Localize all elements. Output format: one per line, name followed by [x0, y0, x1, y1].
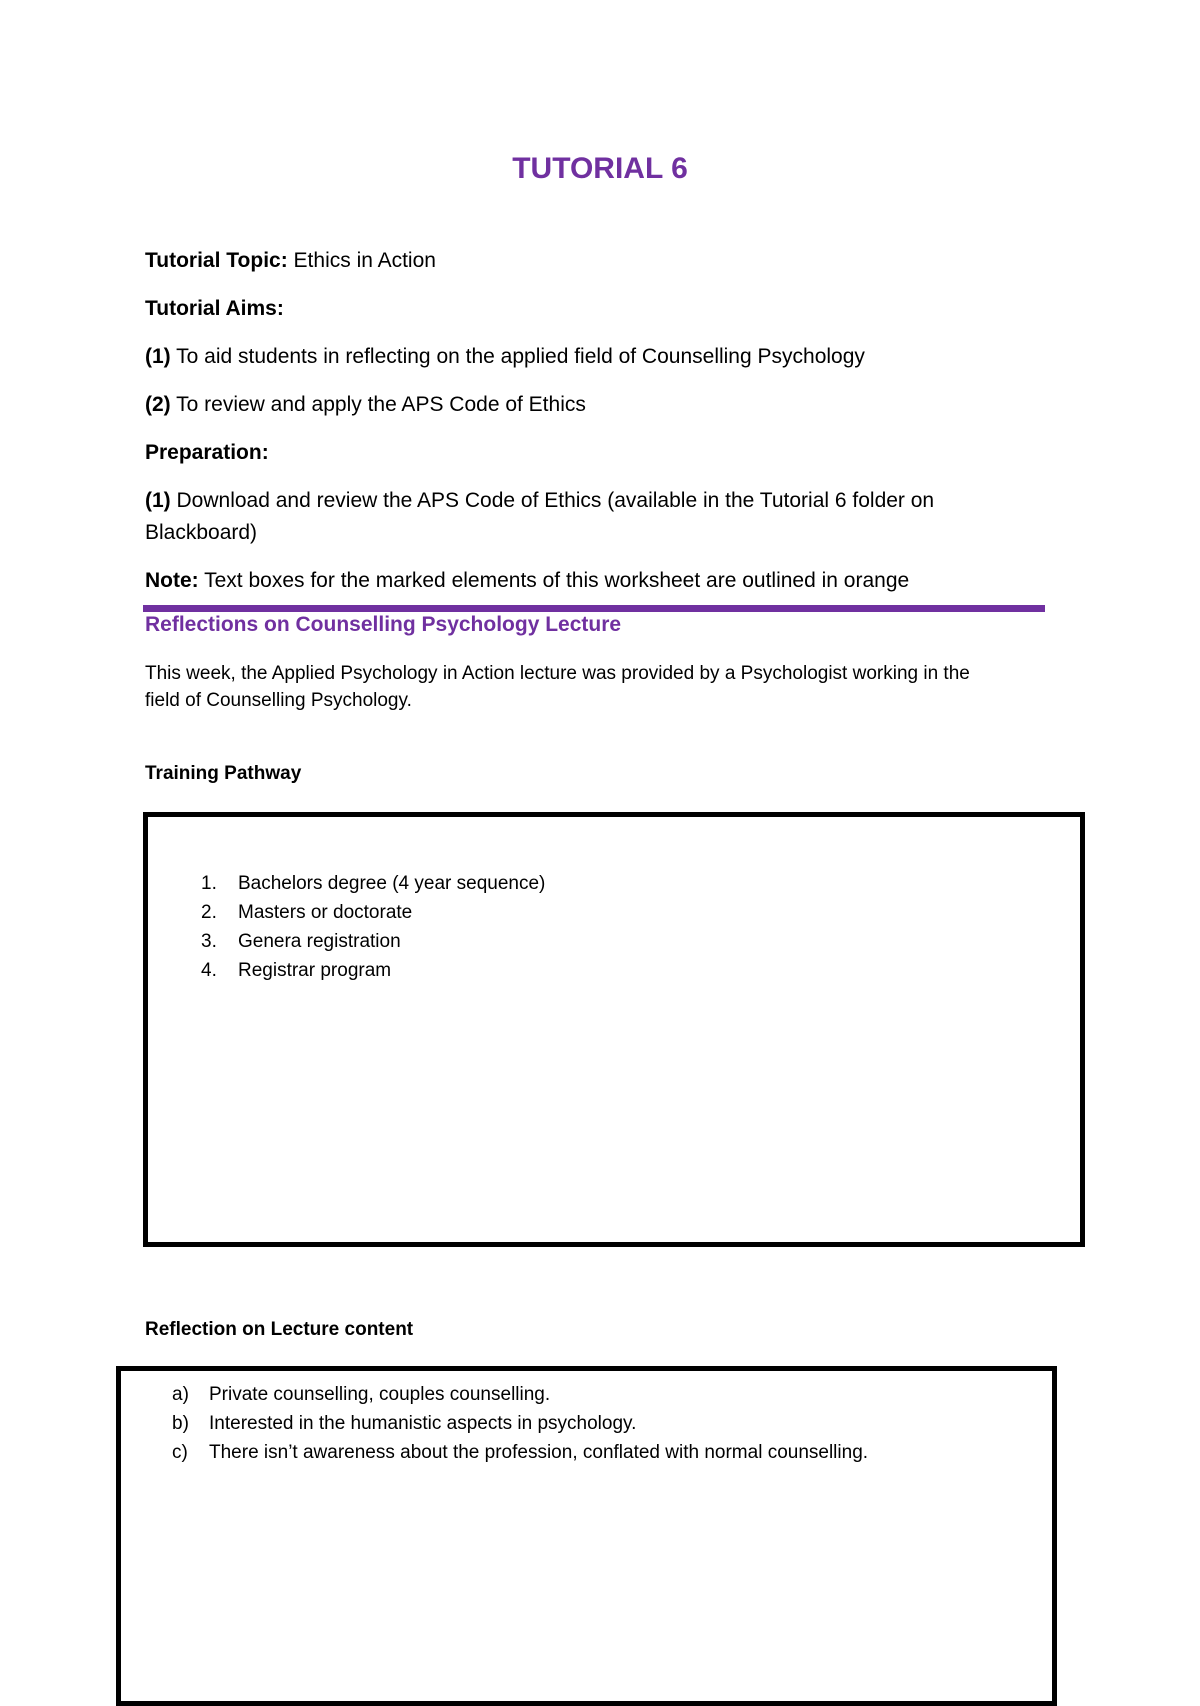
list-item [172, 1380, 868, 1409]
aims-label: Tutorial Aims: [145, 297, 284, 320]
lecture-reflection-list [172, 1380, 868, 1467]
list-item-text: Private counselling, couples counselling. [209, 1384, 551, 1405]
reflections-heading: Reflections on Counselling Psychology Lecture [145, 613, 622, 636]
aim-number: (2) [145, 393, 171, 416]
list-marker: b) [172, 1413, 189, 1434]
aim-item-1 [145, 341, 865, 372]
page-title: TUTORIAL 6 [512, 152, 688, 185]
list-item [201, 898, 545, 927]
list-item [172, 1438, 868, 1467]
tutorial-topic [145, 245, 436, 276]
reflections-intro [145, 660, 1045, 714]
list-item [201, 956, 545, 985]
topic-label: Tutorial Topic: [145, 249, 288, 272]
preparation-number: (1) [145, 489, 171, 512]
list-item-text: Interested in the humanistic aspects in psychology. [209, 1413, 637, 1434]
intro-line-1: This week, the Applied Psychology in Action lecture was provided by a Psychologist working in the [145, 663, 970, 684]
section-divider [143, 605, 1045, 612]
list-item-text: There isn’t awareness about the profession, conflated with normal counselling. [209, 1442, 869, 1463]
list-marker: c) [172, 1442, 188, 1463]
intro-line-2: field of Counselling Psychology. [145, 690, 412, 711]
preparation-item-1 [145, 485, 934, 516]
training-pathway-list [201, 869, 545, 985]
list-item [172, 1409, 868, 1438]
training-pathway-heading: Training Pathway [145, 763, 302, 784]
list-item [201, 927, 545, 956]
list-item-text: Registrar program [238, 960, 392, 981]
lecture-reflection-textbox[interactable] [116, 1366, 1057, 1706]
list-marker: 2. [201, 902, 217, 923]
aim-text: To aid students in reflecting on the applied field of Counselling Psychology [170, 345, 865, 368]
aim-number: (1) [145, 345, 171, 368]
list-item-text: Masters or doctorate [238, 902, 413, 923]
training-pathway-textbox[interactable] [143, 812, 1085, 1247]
preparation-text-line1: Download and review the APS Code of Ethics (available in the Tutorial 6 folder on [170, 489, 935, 512]
aim-text: To review and apply the APS Code of Ethics [170, 393, 586, 416]
list-marker: a) [172, 1384, 189, 1405]
note-text: Text boxes for the marked elements of this worksheet are outlined in orange [198, 569, 910, 592]
list-marker: 1. [201, 873, 217, 894]
aim-item-2 [145, 389, 586, 420]
list-item-text: Genera registration [238, 931, 401, 952]
list-marker: 3. [201, 931, 217, 952]
list-item [201, 869, 545, 898]
preparation-label: Preparation: [145, 441, 269, 464]
list-item-text: Bachelors degree (4 year sequence) [238, 873, 546, 894]
lecture-reflection-heading: Reflection on Lecture content [145, 1319, 414, 1340]
preparation-text-line2: Blackboard) [145, 521, 258, 544]
note [145, 565, 909, 596]
note-label: Note: [145, 569, 199, 592]
topic-value: Ethics in Action [287, 249, 436, 272]
list-marker: 4. [201, 960, 217, 981]
